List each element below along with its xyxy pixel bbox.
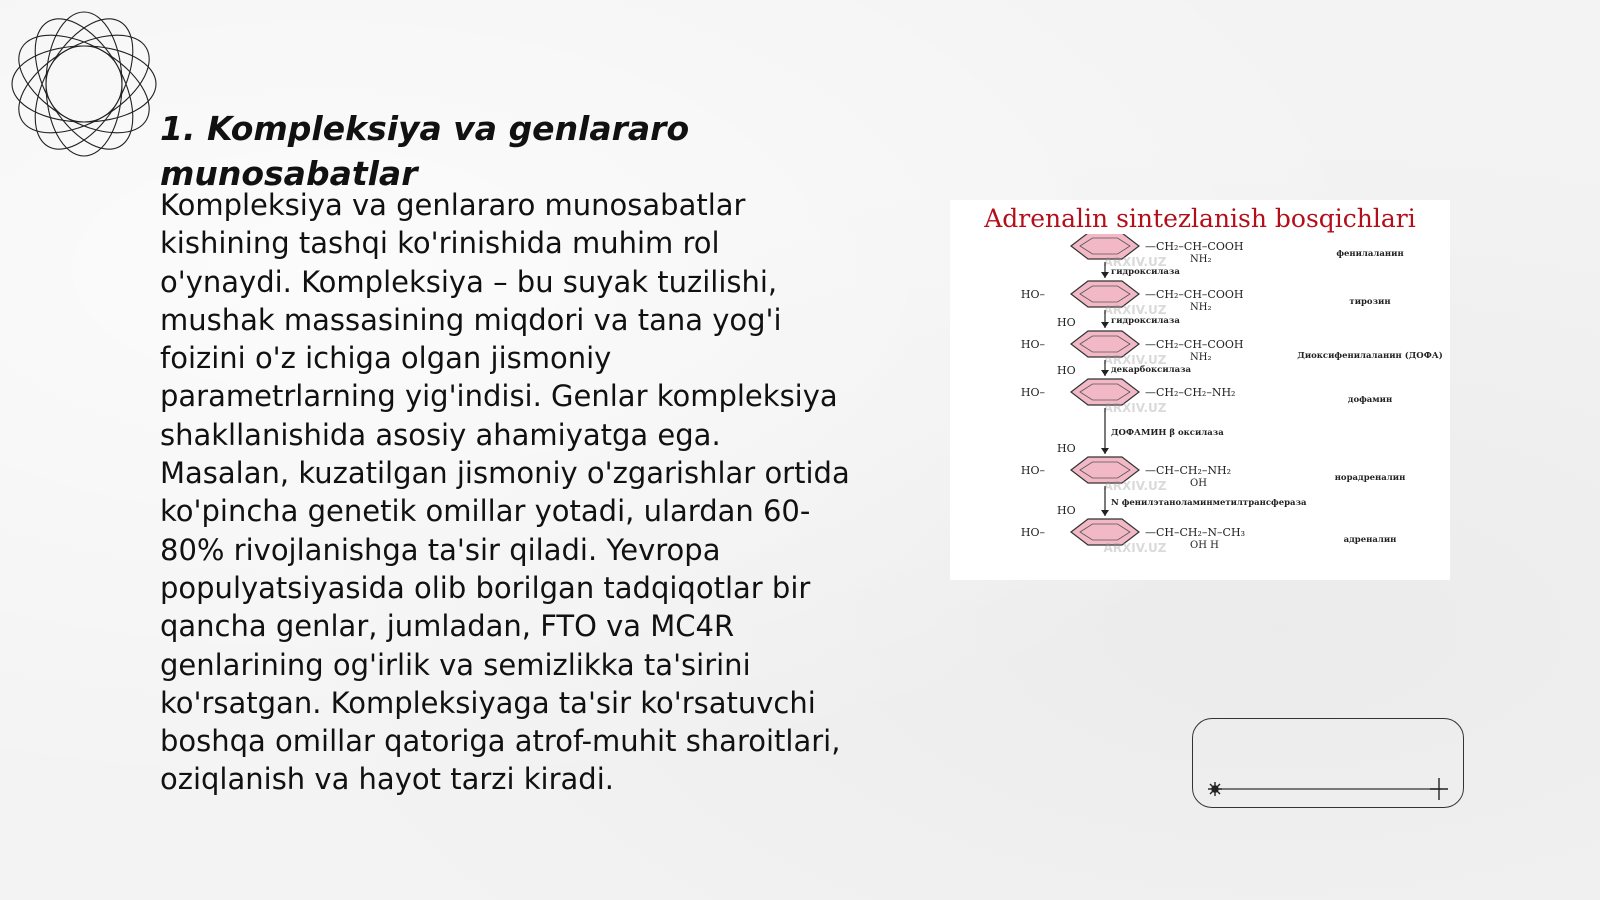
cross-marker-icon	[1430, 778, 1448, 800]
reaction-arrow-head	[1101, 370, 1109, 376]
circle-rosette-icon	[10, 10, 158, 158]
slide-body-text: Kompleksiya va genlararo munosabatlar kishining tashqi ko'rinishida muhim rol o'ynaydi. Kompleksiya – bu suyak tuzilishi, mushak massasining miqdori va tana yog'i foizini o'z ichiga olgan jismoniy parametrlarning yig'indisi. Genlar kompleksiya shakllanishida asosiy ahamiyatga ega. Masalan, kuzatilgan jismoniy o'zgarishlar ortida ko'pincha genetik omillar yotadi, ulardan 60-80% rivojlanishga ta'sir qiladi. Yevropa populyatsiyasida olib borilgan tadqiqotlar bir qancha genlar, jumladan, FTO va MC4R genlarining og'irlik va semizlikka ta'sirini ko'rsatgan. Kompleksiyaga ta'sir ko'rsatuvchi boshqa omillar qatoriga atrof-muhit sharoitlari, oziqlanish va hayot tarzi kiradi.	[160, 188, 850, 797]
watermark-text: ARXIV.UZ	[1103, 255, 1167, 269]
hydroxyl-group-left: HO–	[1020, 338, 1045, 351]
reaction-arrow-head	[1101, 510, 1109, 516]
watermark-text: ARXIV.UZ	[1103, 401, 1167, 415]
hydroxyl-group-top: HO	[1057, 504, 1076, 517]
side-chain-formula: —CH₂–CH–COOH	[1145, 240, 1244, 253]
compound-name: адреналин	[1343, 535, 1397, 545]
watermark-text: ARXIV.UZ	[1103, 541, 1167, 555]
side-chain-formula: —CH₂–CH₂–NH₂	[1145, 386, 1236, 399]
timeline-box	[1192, 718, 1464, 808]
reaction-arrow-head	[1101, 448, 1109, 454]
side-chain-sub-group: OH	[1190, 478, 1207, 489]
hydroxyl-group-left: HO–	[1020, 464, 1045, 477]
compound-name: дофамин	[1347, 395, 1393, 405]
compound-name: Диоксифенилаланин (ДОФА)	[1297, 351, 1443, 361]
enzyme-label: гидроксилаза	[1111, 267, 1180, 277]
adrenalin-synthesis-figure	[950, 200, 1450, 580]
synthesis-pathway-diagram	[950, 234, 1450, 580]
watermark-text: ARXIV.UZ	[1103, 479, 1167, 493]
side-chain-sub-group: NH₂	[1190, 254, 1212, 265]
enzyme-label: N фенилэтаноламинметилтрансфераза	[1111, 498, 1307, 508]
compound-name: норадреналин	[1334, 473, 1406, 483]
watermark-text: ARXIV.UZ	[1103, 353, 1167, 367]
side-chain-sub-group: OH H	[1190, 540, 1219, 551]
reaction-arrow-head	[1101, 272, 1109, 278]
side-chain-sub-group: NH₂	[1190, 352, 1212, 363]
hydroxyl-group-left: HO–	[1020, 526, 1045, 539]
figure-title: Adrenalin sintezlanish bosqichlari	[984, 204, 1416, 233]
compound-name: тирозин	[1349, 297, 1391, 307]
sun-burst-icon	[1208, 782, 1222, 796]
hydroxyl-group-left: HO–	[1020, 288, 1045, 301]
watermark-text: ARXIV.UZ	[1103, 303, 1167, 317]
hydroxyl-group-top: HO	[1057, 316, 1076, 329]
side-chain-formula: —CH–CH₂–N–CH₃	[1145, 526, 1245, 539]
hydroxyl-group-top: HO	[1057, 442, 1076, 455]
reaction-arrow-head	[1101, 322, 1109, 328]
hydroxyl-group-left: HO–	[1020, 386, 1045, 399]
enzyme-label: ДОФАМИН β оксилаза	[1111, 428, 1224, 438]
compound-name: фенилаланин	[1336, 249, 1404, 259]
enzyme-label: гидроксилаза	[1111, 316, 1180, 326]
side-chain-formula: —CH–CH₂–NH₂	[1145, 464, 1232, 477]
slide-title: 1. Kompleksiya va genlararo munosabatlar	[160, 109, 690, 193]
hydroxyl-group-top: HO	[1057, 364, 1076, 377]
enzyme-label: декарбоксилаза	[1111, 365, 1192, 375]
side-chain-sub-group: NH₂	[1190, 302, 1212, 313]
timeline-graphic	[1193, 719, 1465, 809]
side-chain-formula: —CH₂–CH–COOH	[1145, 288, 1244, 301]
side-chain-formula: —CH₂–CH–COOH	[1145, 338, 1244, 351]
